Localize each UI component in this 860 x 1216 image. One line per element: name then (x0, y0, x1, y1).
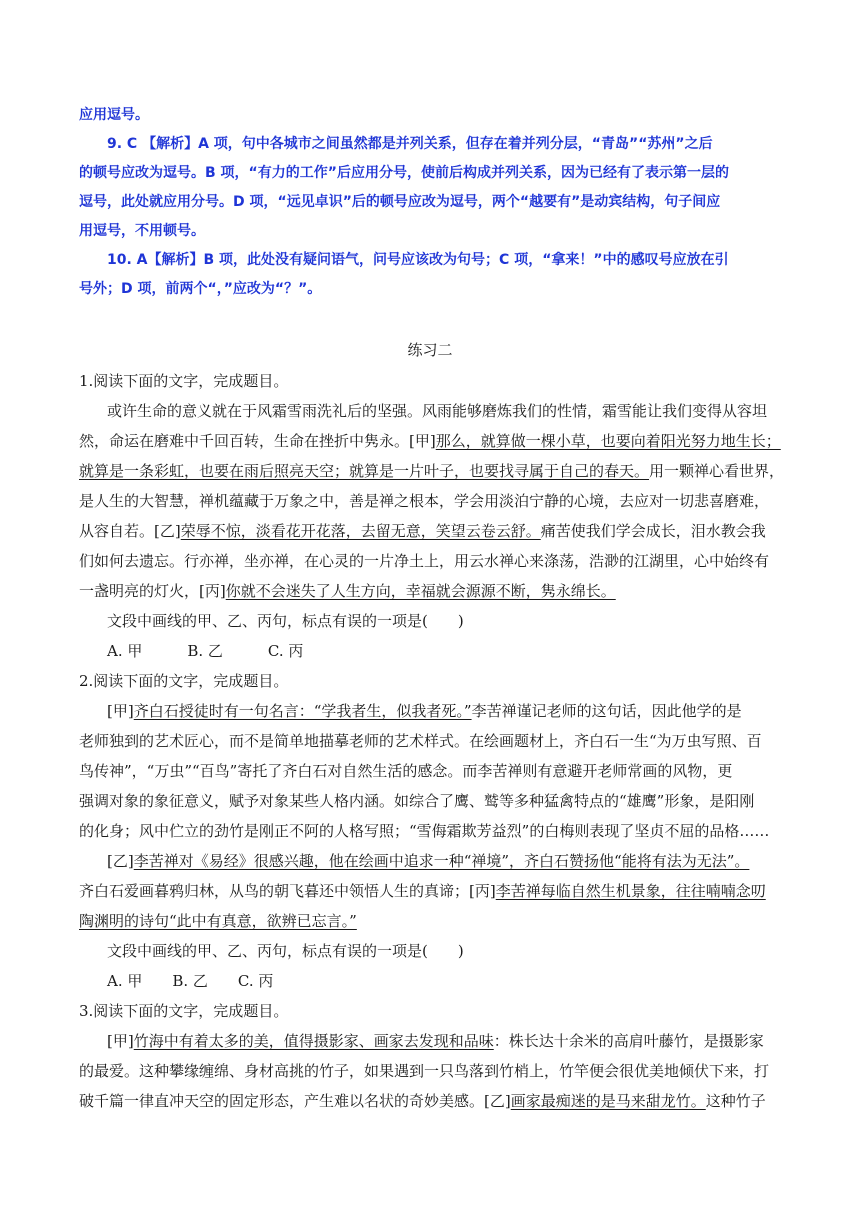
q3-heading: 3.阅读下面的文字，完成题目。 (79, 1002, 289, 1020)
q1-underline-jia: 就算是一条彩虹，也要在雨后照亮天空；就算是一片叶子，也要找寻属于自己的春天。 (79, 462, 650, 480)
q3-para-line: [甲]竹海中有着太多的美，值得摄影家、画家去发现和品味：株长达十余米的高肩叶藤竹，是摄影家 (107, 1032, 764, 1050)
q1-underline-bing: 你就不会迷失了人生方向，幸福就会源源不断，隽永绵长。 (225, 582, 616, 600)
q3-para-line: 破千篇一律直冲天空的固定形态，产生难以名状的奇妙美感。[乙]画家最痴迷的是马来甜龙竹。这种竹子 (79, 1092, 766, 1110)
q1-underline-yi: 荣辱不惊，淡看花开花落，去留无意，笑望云卷云舒。 (180, 522, 541, 540)
q2-underline-bing: 李苦禅每临自然生机景象，往往喃喃念叨 (495, 882, 766, 900)
q2-para-line: 强调对象的象征意义，赋予对象某些人格内涵。如综合了鹰、鹫等多种猛禽特点的“雄鹰”形象，是阳刚 (79, 792, 755, 810)
q1-para-line: 就算是一条彩虹，也要在雨后照亮天空；就算是一片叶子，也要找寻属于自己的春天。用一颗禅心看世界， (79, 462, 785, 480)
q1-para-line: 然，命运在磨难中千回百转，生命在挫折中隽永。[甲]那么，就算做一棵小草，也要向着阳光努力地生长； (79, 432, 781, 450)
q1-options: A. 甲 B. 乙 C. 丙 (107, 642, 304, 660)
q3-underline-jia: 竹海中有着太多的美，值得摄影家、画家去发现和品味 (133, 1032, 494, 1050)
q1-underline-jia: 那么，就算做一棵小草，也要向着阳光努力地生长； (435, 432, 781, 450)
answer-9-line-3: 逗号，此处就应用分号。D 项，“远见卓识”后的顿号应改为逗号，两个“越要有”是动宾结构，句子间应 (79, 194, 721, 210)
answer-10-line-2: 号外；D 项，前两个“，”应改为“？”。 (79, 281, 322, 297)
answer-line-1: 应用逗号。 (79, 107, 149, 123)
q1-para-line: 一盏明亮的灯火，[丙]你就不会迷失了人生方向，幸福就会源源不断，隽永绵长。 (79, 582, 616, 600)
q2-para-line: 齐白石爱画暮鸦归林，从鸟的朝飞暮还中领悟人生的真谛；[丙]李苦禅每临自然生机景象，往往喃喃念叨 (79, 882, 766, 900)
q2-question: 文段中画线的甲、乙、丙句，标点有误的一项是( ) (107, 942, 464, 960)
q2-para-line: 鸟传神”，“万虫”“百鸟”寄托了齐白石对自然生活的感念。而李苦禅则有意避开老师常画的风物，更 (79, 762, 733, 780)
q2-para-line: 的化身；风中伫立的劲竹是刚正不阿的人格写照；“雪侮霜欺芳益烈”的白梅则表现了坚贞不屈的品格…… (79, 822, 770, 840)
section-title: 练习二 (407, 341, 453, 359)
q1-question: 文段中画线的甲、乙、丙句，标点有误的一项是( ) (107, 612, 464, 630)
q2-para-line: [甲]齐白石授徒时有一句名言：“学我者生，似我者死。”李苦禅谨记老师的这句话，因此他学的是 (107, 702, 742, 720)
q2-options: A. 甲 B. 乙 C. 丙 (107, 972, 274, 990)
answer-9-line-2: 的顿号应改为逗号。B 项，“有力的工作”后应用分号，使前后构成并列关系，因为已经有了表示第一层的 (79, 165, 729, 181)
q2-underline-bing: 陶渊明的诗句“此中有真意，欲辨已忘言。” (79, 912, 357, 930)
q2-heading: 2.阅读下面的文字，完成题目。 (79, 672, 289, 690)
q1-para-line: 们如何去遗忘。行亦禅，坐亦禅，在心灵的一片净土上，用云水禅心来涤荡，浩渺的江湖里，心中始终有 (79, 552, 770, 570)
q2-para-line (79, 910, 860, 932)
answer-9-line-4: 用逗号，不用顿号。 (79, 223, 205, 239)
q2-para-line: 老师独到的艺术匠心，而不是简单地描摹老师的艺术样式。在绘画题材上，齐白石一生“为万虫写照、百 (79, 732, 762, 750)
answer-10-line-1: 10. A【解析】B 项，此处没有疑问语气，问号应该改为句号；C 项，“拿来！”中的感叹号应放在引 (107, 252, 729, 268)
answer-9-line-1: 9. C 【解析】A 项，句中各城市之间虽然都是并列关系，但存在着并列分层，“青岛”“苏州”之后 (107, 136, 713, 152)
q1-para-line: 是人生的大智慧，禅机蕴藏于万象之中，善是禅之根本，学会用淡泊宁静的心境，去应对一切悲喜磨难， (79, 492, 770, 510)
q2-underline-yi: 李苦禅对《易经》很感兴趣，他在绘画中追求一种“禅境”，齐白石赞扬他“能将有法为无法”。 (133, 852, 750, 870)
q3-underline-yi: 画家最痴迷的是马来甜龙竹。 (510, 1092, 706, 1110)
q1-para-line: 或许生命的意义就在于风霜雪雨洗礼后的坚强。风雨能够磨炼我们的性情，霜雪能让我们变得从容坦 (107, 402, 768, 420)
q1-para-line: 从容自若。[乙]荣辱不惊，淡看花开花落，去留无意，笑望云卷云舒。痛苦使我们学会成长，泪水教会我 (79, 522, 766, 540)
q2-para-line: [乙]李苦禅对《易经》很感兴趣，他在绘画中追求一种“禅境”，齐白石赞扬他“能将有法为无法”。 (107, 852, 750, 870)
q1-heading: 1.阅读下面的文字，完成题目。 (79, 372, 289, 390)
q2-underline-jia: 齐白石授徒时有一句名言：“学我者生，似我者死。” (133, 702, 472, 720)
q3-para-line: 的最爱。这种攀缘缠绵、身材高挑的竹子，如果遇到一只鸟落到竹梢上，竹竿便会很优美地倾伏下来，打 (79, 1062, 770, 1080)
